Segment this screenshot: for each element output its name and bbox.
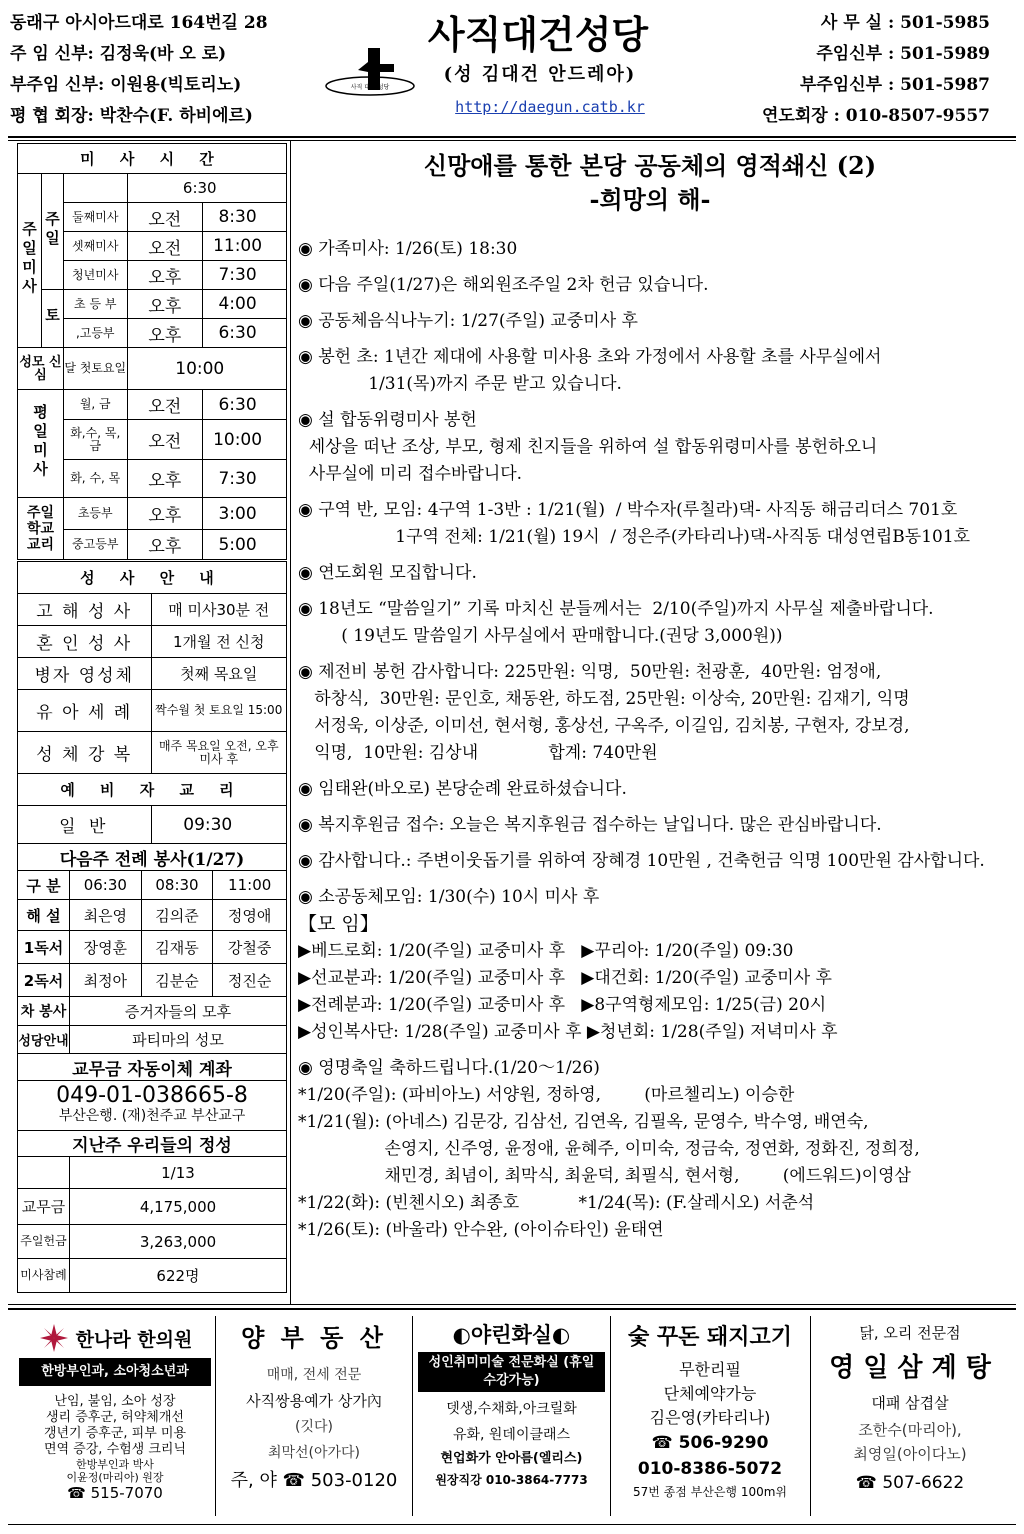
realestate-line: 매매, 전세 전문 xyxy=(266,1367,362,1383)
ad-real-estate xyxy=(217,1318,411,1516)
sacrament-title: 성 사 안 내 xyxy=(18,562,287,594)
mass-name xyxy=(63,174,127,203)
sacrament-name: 고 해 성 사 xyxy=(18,594,152,626)
notice-line: 사무실에 미리 접수바랍니다. xyxy=(298,464,523,484)
service-person: 강철중 xyxy=(213,931,287,964)
notice-line: *1/26(토): (바울라) 안수완, (아이슈타인) 윤태연 xyxy=(298,1220,664,1240)
service-head: 11:00 xyxy=(213,871,287,900)
first-sat-name: 달 첫토요일 xyxy=(63,348,127,390)
clinic-line: 난임, 불임, 소아 성장 xyxy=(54,1394,176,1409)
pastor: 주 임 신부: 김정욱(바 오 로) xyxy=(10,44,227,64)
service-extra-name: 성당안내 xyxy=(18,1026,70,1054)
samgyetang-name: 영 일 삼 계 탕 xyxy=(829,1353,991,1383)
sacrament-value: 짝수월 첫 토요일 15:00 xyxy=(151,690,287,732)
service-extra-name: 차 봉사 xyxy=(18,997,70,1026)
column-divider xyxy=(290,141,291,1304)
restaurant-name: 숯 꾸돈 돼지고기 xyxy=(627,1325,793,1350)
sacrament-name: 혼 인 성 사 xyxy=(18,626,152,658)
footer-rule xyxy=(8,1304,1016,1305)
notice-line: ◉ 봉헌 초: 1년간 제대에 사용할 미사용 초와 가정에서 사용할 초를 사무실에서 xyxy=(298,347,882,367)
samgyetang-owner: 최영일(아이다노) xyxy=(853,1445,967,1463)
weekday-day: 화, 수, 목 xyxy=(63,460,127,498)
mass-ampm: 오전 xyxy=(127,203,203,232)
school-ampm: 오후 xyxy=(127,530,203,560)
clinic-line: 면역 증강, 수험생 크리닉 xyxy=(43,1442,187,1457)
notice-line: 채민경, 최념이, 최막식, 최윤덕, 최필식, 현서형, (에드워드)이영삼 xyxy=(298,1166,911,1186)
clinic-line: 갱년기 증후군, 피부 미용 xyxy=(43,1426,187,1441)
offering-title: 지난주 우리들의 정성 xyxy=(18,1131,287,1157)
notice-line: ◉ 설 합동위령미사 봉헌 xyxy=(298,410,477,430)
notice-line: ◉ 공동체음식나누기: 1/27(주일) 교중미사 후 xyxy=(298,311,638,331)
council-president: 평 협 회장: 박찬수(F. 하비에르) xyxy=(10,106,253,126)
service-role: 1독서 xyxy=(18,931,70,964)
assistant-pastor: 부주임 신부: 이원용(빅토리노) xyxy=(10,75,242,95)
realestate-phone: 주, 야 ☎ 503-0120 xyxy=(230,1470,398,1491)
mass-time: 6:30 xyxy=(203,319,287,348)
restaurant-line: 무한리필 xyxy=(679,1360,741,1379)
ad-pork-restaurant xyxy=(612,1318,808,1516)
restaurant-line: 단체예약가능 xyxy=(663,1384,757,1403)
flower-logo-icon xyxy=(38,1322,70,1354)
weekday-day: 화,수, 목, 금 xyxy=(63,420,127,460)
clinic-small: 한방부인과 박사 xyxy=(76,1458,154,1471)
samgyetang-phone: ☎ 507-6622 xyxy=(855,1473,965,1493)
weekday-time: 6:30 xyxy=(203,390,287,420)
mass-table xyxy=(17,143,287,560)
school-name: 중고등부 xyxy=(63,530,127,560)
catechumen-time: 09:30 xyxy=(151,806,287,844)
notice-line: 서정욱, 이상준, 이미선, 현서형, 홍상선, 구옥주, 이길임, 김치봉, 구현자, 강보경, xyxy=(298,716,910,736)
samgyetang-category: 닭, 오리 전문점 xyxy=(859,1324,961,1342)
notice-line: *1/21(월): (아네스) 김문강, 김삼선, 김연옥, 김필옥, 문영수, 박수영, 배연숙, xyxy=(298,1112,869,1132)
restaurant-phone: ☎ 506-9290 xyxy=(651,1433,769,1453)
patron: (성 김대건 안드레아) xyxy=(443,64,637,85)
clinic-small: 이윤정(마리아) 원장 xyxy=(66,1471,164,1484)
realestate-line: 사직쌍용예가 상가內 xyxy=(246,1392,382,1410)
restaurant-mobile: 010-8386-5072 xyxy=(637,1459,783,1479)
mass-ampm: 오후 xyxy=(127,319,203,348)
logo-text: 사직 대건 성당 xyxy=(350,84,390,91)
notice-line: 손영지, 신주영, 윤정애, 윤혜주, 이미숙, 정금숙, 정연화, 정화진, 정희정, xyxy=(298,1139,920,1159)
account-number: 049-01-038665-8 xyxy=(56,1082,248,1108)
sacrament-name: 병자 영성체 xyxy=(18,658,152,690)
saturday-sub: 토 xyxy=(42,307,61,326)
studio-line: 유화, 원데이클래스 xyxy=(452,1427,571,1443)
service-extra-value: 파티마의 성모 xyxy=(69,1026,286,1054)
offering-value: 3,263,000 xyxy=(69,1225,286,1259)
notice-line: 세상을 떠난 조상, 부모, 형제 친지들을 위하여 설 합동위령미사를 봉헌하오니 xyxy=(298,437,878,457)
mass-ampm: 오전 xyxy=(127,232,203,261)
church-name: 사직대건성당 xyxy=(427,13,649,57)
main-title: 신망애를 통한 본당 공동체의 영적쇄신 (2) xyxy=(423,151,877,180)
weekday-ampm: 오후 xyxy=(127,460,203,498)
notice-line: *1/22(화): (빈첸시오) 최종호 *1/24(목): (F.살레시오) 서춘석 xyxy=(298,1193,815,1213)
sacrament-table xyxy=(17,561,287,844)
pastor-phone: 주임신부 : 501-5989 xyxy=(816,44,990,64)
main-subtitle: -희망의 해- xyxy=(589,185,711,214)
assistant-phone: 부주임신부 : 501-5987 xyxy=(799,75,990,95)
service-table xyxy=(17,843,287,1293)
notice-line: 1/31(목)까지 주문 받고 있습니다. xyxy=(298,374,622,394)
notice-line: ◉ 영명축일 축하드립니다.(1/20～1/26) xyxy=(298,1058,600,1078)
notice-line: ▶성인복사단: 1/28(주일) 교중미사 후 ▶청년회: 1/28(주일) 저녁미사 후 xyxy=(298,1022,838,1042)
weekday-day: 월, 금 xyxy=(63,390,127,420)
address: 동래구 아시아드대로 164번길 28 xyxy=(10,13,268,33)
notice-line: 1구역 전체: 1/21(월) 19시 / 정은주(카타리나)댁-사직동 대성연립B동101호 xyxy=(298,527,971,547)
notice-line: 익명, 10만원: 김상내 합계: 740만원 xyxy=(298,743,658,763)
offering-name: 교무금 xyxy=(18,1189,70,1225)
notice-line: ◉ 복지후원금 접수: 오늘은 복지후원금 접수하는 날입니다. 많은 관심바랍니다. xyxy=(298,815,882,835)
mass-ampm: 오후 xyxy=(127,261,203,290)
mass-name: 둘째미사 xyxy=(63,203,127,232)
notice-line: *1/20(주일): (파비아노) 서양원, 정하영, (마르첼리노) 이승한 xyxy=(298,1085,795,1105)
header-rule xyxy=(8,136,1016,138)
sunday-label: 주일미사 xyxy=(19,220,38,297)
realestate-line: 최막선(아가다) xyxy=(267,1445,361,1461)
service-role: 2독서 xyxy=(18,964,70,997)
notice-line: 하창식, 30만원: 문인호, 채동완, 하도점, 25만원: 이상숙, 20만원: 김재기, 익명 xyxy=(298,689,910,709)
mass-time: 4:00 xyxy=(203,290,287,319)
notice-line: ◉ 다음 주일(1/27)은 해외원조주일 2차 헌금 있습니다. xyxy=(298,275,709,295)
service-title: 다음주 전례 봉사(1/27) xyxy=(18,844,287,871)
account-bank: 부산은행. (재)천주교 부산교구 xyxy=(58,1107,246,1124)
mass-name: 청년미사 xyxy=(63,261,127,290)
catechumen-title: 예 비 자 교 리 xyxy=(18,774,287,806)
offering-name: 주일헌금 xyxy=(18,1225,70,1259)
notice-line: ◉ 제전비 봉헌 감사합니다: 225만원: 익명, 50만원: 천광훈, 40만원: 엄정애, xyxy=(298,662,882,682)
studio-line: 뎃생,수채화,아크릴화 xyxy=(446,1401,577,1417)
school-name: 초등부 xyxy=(63,498,127,530)
sacrament-value: 매 미사30분 전 xyxy=(151,594,287,626)
service-person: 장영훈 xyxy=(69,931,141,964)
sacrament-name: 성 체 강 복 xyxy=(18,732,152,774)
offering-value: 4,175,000 xyxy=(69,1189,286,1225)
mass-ampm: 오후 xyxy=(127,290,203,319)
clinic-name: 한나라 한의원 xyxy=(75,1328,193,1351)
sacrament-value: 매주 목요일 오전, 오후 미사 후 xyxy=(151,732,287,774)
notice-line: ◉ 감사합니다.: 주변이웃돕기를 위하여 장혜경 10만원 , 건축헌금 익명 100만원 감사합니다. xyxy=(298,851,985,871)
notice-line: ( 19년도 말씀일기 사무실에서 판매합니다.(권당 3,000원)) xyxy=(298,626,783,646)
studio-phone: 원장직강 010-3864-7773 xyxy=(435,1473,588,1487)
header-left xyxy=(10,8,300,132)
service-person: 김재동 xyxy=(141,931,213,964)
mass-title: 미 사 시 간 xyxy=(18,144,287,174)
restaurant-location: 57번 종점 부산은행 100m위 xyxy=(632,1485,788,1499)
studio-name: ◐야린화실◐ xyxy=(452,1323,571,1347)
studio-painter: 현업화가 안아름(엘리스) xyxy=(440,1451,583,1466)
notice-line: 【모 임】 xyxy=(298,913,379,935)
sacrament-value: 첫째 목요일 xyxy=(151,658,287,690)
clinic-banner: 한방부인과, 소아청소년과 xyxy=(19,1358,211,1386)
notice-line: ◉ 소공동체모임: 1/30(수) 10시 미사 후 xyxy=(298,887,600,907)
service-head: 구 분 xyxy=(18,871,70,900)
notice-line: ▶선교분과: 1/20(주일) 교중미사 후 ▶대건회: 1/20(주일) 교중미사 후 xyxy=(298,968,832,988)
catechumen-name: 일 반 xyxy=(18,806,152,844)
weekday-ampm: 오전 xyxy=(127,420,203,460)
service-role: 해 설 xyxy=(18,900,70,931)
samgyetang-sub: 대패 삼겹살 xyxy=(871,1394,949,1412)
notice-line: ◉ 임태완(바오로) 본당순례 완료하셨습니다. xyxy=(298,779,627,799)
first-sat-time: 10:00 xyxy=(127,348,286,390)
mass-time: 8:30 xyxy=(203,203,287,232)
service-person: 정진순 xyxy=(213,964,287,997)
notice-line: ▶전례분과: 1/20(주일) 교중미사 후 ▶8구역형제모임: 1/25(금) 20시 xyxy=(298,995,827,1015)
samgyetang-owner: 조한수(마리아), xyxy=(858,1421,962,1439)
mass-name: 초 등 부 xyxy=(63,290,127,319)
mass-name: ,고등부 xyxy=(63,319,127,348)
ad-art-studio xyxy=(414,1318,609,1516)
notice-line: ◉ 가족미사: 1/26(토) 18:30 xyxy=(298,239,518,259)
weekday-label: 평일미사 xyxy=(30,403,49,480)
account-title: 교무금 자동이체 계좌 xyxy=(18,1054,287,1081)
service-person: 김분순 xyxy=(141,964,213,997)
weekday-ampm: 오전 xyxy=(127,390,203,420)
offering-name: 미사참례 xyxy=(18,1259,70,1293)
header-right xyxy=(700,8,990,132)
sacrament-name: 유 아 세 례 xyxy=(18,690,152,732)
service-extra-value: 증거자들의 모후 xyxy=(69,997,286,1026)
weekday-time: 10:00 xyxy=(203,420,287,460)
mass-time: 7:30 xyxy=(203,261,287,290)
mass-time: 6:30 xyxy=(127,174,286,203)
realestate-line: (깃다) xyxy=(295,1419,333,1435)
school-ampm: 오후 xyxy=(127,498,203,530)
website-link[interactable]: http://daegun.catb.kr xyxy=(455,98,645,116)
header-rule-2 xyxy=(8,140,1016,141)
notice-line: ▶베드로회: 1/20(주일) 교중미사 후 ▶꾸리아: 1/20(주일) 09:30 xyxy=(298,941,794,961)
notice-line: ◉ 연도회원 모집합니다. xyxy=(298,563,477,583)
church-logo xyxy=(322,42,418,98)
clinic-phone: ☎ 515-7070 xyxy=(67,1484,163,1502)
school-time: 3:00 xyxy=(203,498,287,530)
notice-list xyxy=(298,236,998,1244)
sunday-sub: 주일 xyxy=(42,210,61,249)
school-label: 주일 학교 교리 xyxy=(18,498,64,560)
mass-name: 셋째미사 xyxy=(63,232,127,261)
restaurant-line: 김은영(카타리나) xyxy=(649,1408,771,1427)
service-person: 최은영 xyxy=(69,900,141,931)
service-person: 김의준 xyxy=(141,900,213,931)
offering-value: 622명 xyxy=(69,1259,286,1293)
notice-line: ◉ 18년도 “말씀일기” 기록 마치신 분들께서는 2/10(주일)까지 사무실 제출바랍니다. xyxy=(298,599,934,619)
notice-line: ◉ 구역 반, 모임: 4구역 1-3반 : 1/21(월) / 박수자(루칠라)댁- 사직동 해금리더스 701호 xyxy=(298,500,958,520)
first-sat-label: 성모 신심 xyxy=(18,348,64,390)
offering-date: 1/13 xyxy=(69,1157,286,1189)
service-head: 08:30 xyxy=(141,871,213,900)
sacrament-value: 1개월 전 신청 xyxy=(151,626,287,658)
ad-hanui-clinic xyxy=(17,1318,213,1516)
realestate-name: 양 부 동 산 xyxy=(241,1323,387,1352)
studio-banner: 성인취미미술 전문화실 (휴일 수강가능) xyxy=(418,1352,605,1392)
office-phone: 사 무 실 : 501-5985 xyxy=(820,13,990,33)
service-person: 최정아 xyxy=(69,964,141,997)
weekday-time: 7:30 xyxy=(203,460,287,498)
service-head: 06:30 xyxy=(69,871,141,900)
footer-rule-2 xyxy=(8,1308,1016,1310)
clinic-line: 생리 증후군, 허약체개선 xyxy=(46,1410,184,1425)
mass-time: 11:00 xyxy=(203,232,287,261)
yeondo-phone: 연도회장 : 010-8507-9557 xyxy=(761,106,990,126)
school-time: 5:00 xyxy=(203,530,287,560)
bottom-rule xyxy=(8,1524,1016,1525)
service-person: 정영애 xyxy=(213,900,287,931)
ad-samgyetang xyxy=(812,1318,1008,1516)
